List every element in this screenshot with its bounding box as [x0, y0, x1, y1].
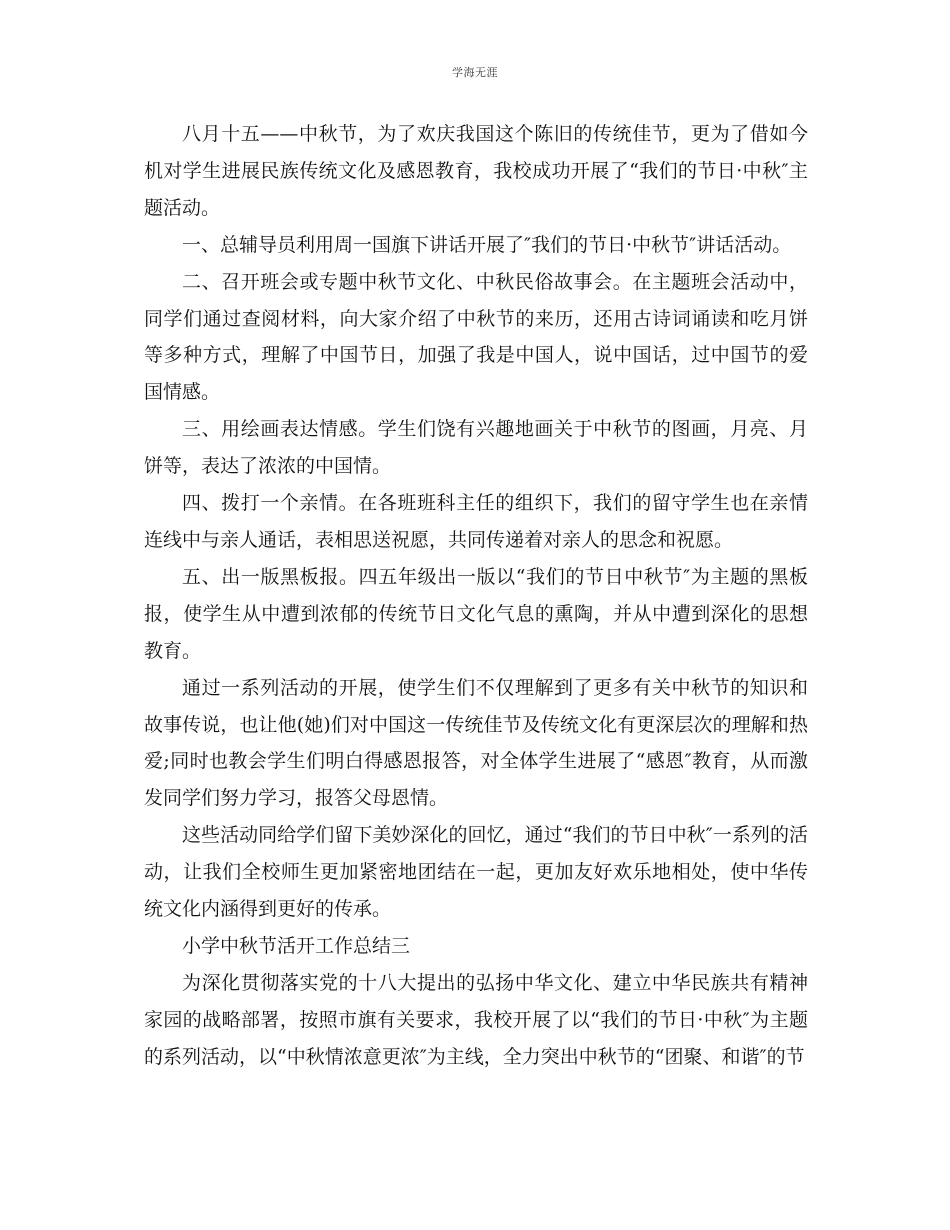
paragraph-section-three: 为深化贯彻落实党的十八大提出的弘扬中华文化、建立中华民族共有精神家园的战略部署，按照市旗有关要求，我校开展了以“我们的节日·中秋″为主题的系列活动，以“中秋情浓意更浓″为主线，全力突出中秋节的“团聚、和谐″的节	[144, 971, 808, 1068]
paragraph-item-2: 二、召开班会或专题中秋节文化、中秋民俗故事会。在主题班会活动中，同学们通过查阅材料，向大家介绍了中秋节的来历，还用古诗词诵读和吃月饼等多种方式，理解了中国节日，加强了我是中国人，说中国话，过中国节的爱国情感。	[144, 270, 808, 404]
paragraph-summary: 通过一系列活动的开展，使学生们不仅理解到了更多有关中秋节的知识和故事传说，也让他(她)们对中国这一传统佳节及传统文化有更深层次的理解和热爱;同时也教会学生们明白得感恩报答，对全体学生进展了“感恩″教育，从而激发同学们努力学习，报答父母恩情。	[144, 676, 808, 810]
paragraph-item-3: 三、用绘画表达情感。学生们饶有兴趣地画关于中秋节的图画，月亮、月饼等，表达了浓浓的中国情。	[144, 418, 808, 478]
paragraph-item-1: 一、总辅导员利用周一国旗下讲话开展了″我们的节日·中秋节″讲话活动。	[182, 233, 792, 256]
paragraph-intro: 八月十五——中秋节，为了欢庆我国这个陈旧的传统佳节，更为了借如今机对学生进展民族传统文化及感恩教育，我校成功开展了“我们的节日·中秋″主题活动。	[144, 123, 808, 219]
document-body	[144, 116, 808, 1076]
page-header: 学海无涯	[452, 66, 498, 79]
paragraph-item-5: 五、出一版黑板报。四五年级出一版以“我们的节日中秋节″为主题的黑板报，使学生从中遭到浓郁的传统节日文化气息的熏陶，并从中遭到深化的思想教育。	[144, 565, 808, 662]
paragraph-item-4: 四、拨打一个亲情。在各班班科主任的组织下，我们的留守学生也在亲情连线中与亲人通话，表相思送祝愿，共同传递着对亲人的思念和祝愿。	[144, 492, 808, 551]
section-title: 小学中秋节活开工作总结三	[182, 934, 411, 957]
paragraph-conclusion: 这些活动同给学们留下美妙深化的回忆，通过“我们的节日中秋″一系列的活动，让我们全校师生更加紧密地团结在一起，更加友好欢乐地相处，使中华传统文化内涵得到更好的传承。	[144, 824, 808, 921]
